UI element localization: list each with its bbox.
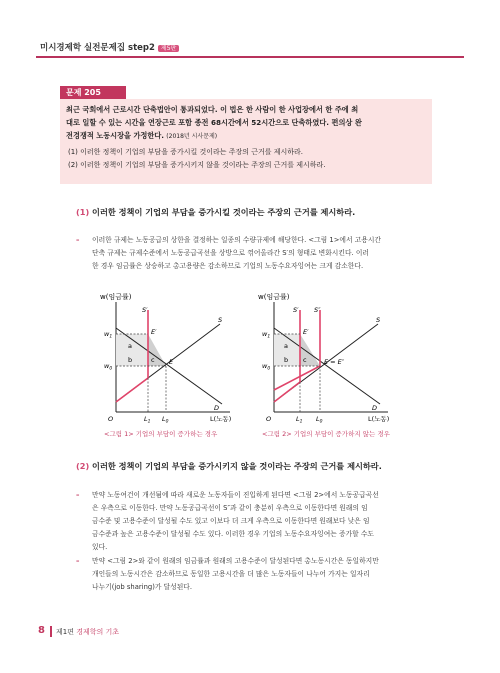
section-2-paragraph-1: – 만약 노동여건이 개선됨에 따라 새로운 노동자들이 진입하게 된다면 <그림 2>에서 노동공급곡선 은 우측으로 이동한다. 만약 노동공급곡선이 S″과 같이 충분히 우측으로 이동한다면 원래의 임 금수준 및 고용수준이 달성될 수도 있고 이보다 더 크게 우측으로 이동한다면 원래보다 낮은 임 금수준과 높은 고용수준이 달성될 수도 있다. 이러한 경우 기업의 노동수요자잉여는 증가할 수도 있다. — [76, 491, 379, 551]
bullet-dash: – — [76, 491, 80, 499]
fig1-ylabel: w(임금률) — [100, 293, 132, 301]
footer-chapter: 제1편 경제학의 기초 — [56, 628, 120, 636]
question-list — [66, 146, 426, 171]
fig1-label-e-prime: E′ — [151, 328, 157, 336]
section-1-title: (1) 이러한 정책이 기업의 부담을 증가시킬 것이라는 주장의 근거를 제시하라. — [76, 207, 356, 217]
problem-source: (2018년 시사문제) — [166, 133, 218, 140]
fig1-label-s-prime: S′ — [142, 306, 148, 314]
fig2-label-w0: $w_0$ — [262, 362, 271, 372]
running-header — [0, 38, 500, 58]
fig2-label-d: D — [372, 404, 378, 412]
fig1-label-origin: O — [108, 415, 114, 423]
section-2-title: (2) 이러한 정책이 기업의 부담을 증가시키지 않을 것이라는 주장의 근거를 제시하라. — [76, 461, 382, 471]
fig2-label-b: b — [284, 356, 289, 364]
fig2-label-e: E = E″ — [324, 358, 345, 366]
fig1-label-l0: $L_0$ — [162, 415, 169, 425]
fig1-label-l1: $L_1$ — [144, 415, 151, 425]
fig2-label-s-prime: S′ — [293, 306, 299, 314]
fig2-label-a: a — [284, 342, 288, 350]
problem-tag: 문제 205 — [60, 86, 126, 99]
fig2-ylabel: w(임금률) — [258, 293, 290, 301]
book-title: 미시경제학 실전문제집 step2 제5판 — [40, 41, 179, 53]
fig2-label-c: c — [303, 356, 307, 364]
edition-badge: 제5판 — [158, 45, 179, 52]
section-1-paragraph: – 이러한 규제는 노동공급의 상한을 결정하는 일종의 수량규제에 해당한다. <그림 1>에서 고용시간 단축 규제는 규제수준에서 노동공급곡선을 상방으로 꺾어올라간 S′의 형태로 변화시킨다. 이러 한 경우 임금률은 상승하고 총고용량은 감소하므로 기업의 노동수요자잉여는 크게 감소한다. — [76, 236, 381, 270]
figure-2-graph — [258, 290, 398, 430]
problem-body: 최근 국회에서 근로시간 단축법안이 통과되었다. 이 법은 한 사람이 한 사업장에서 한 주에 최 대로 일할 수 있는 시간을 연장근로 포함 종전 68시간에서 52시간으로 단축하였다. 편의상 완 전경쟁적 노동시장을 가정한다. (2018년 시사문제) — [66, 105, 362, 140]
fig1-label-b: b — [128, 356, 133, 364]
figure-1-graph — [100, 290, 240, 430]
fig2-label-e-prime: E′ — [303, 328, 309, 336]
section-2-paragraph-2: – 만약 <그림 2>와 같이 원래의 임금률과 원래의 고용수준이 달성된다면 총노동시간은 동일하지만 개인들의 노동시간은 감소하므로 동일한 고용시간을 더 많은 노동자들이 나누어 가지는 일자리 나누기(job sharing)가 달성된다. — [76, 557, 379, 591]
fig1-label-a: a — [128, 342, 132, 350]
fig1-xlabel: L(노동) — [210, 415, 232, 423]
fig2-xlabel: L(노동) — [368, 415, 390, 423]
fig2-label-w1: $w_1$ — [262, 330, 271, 340]
fig2-label-s: S — [376, 316, 381, 324]
fig1-label-c: c — [151, 356, 155, 364]
question-1: (1) 이러한 정책이 기업의 부담을 증가시킬 것이라는 주장의 근거를 제시하라. — [68, 148, 304, 156]
figure-2-caption: <그림 2> 기업의 부담이 증가하지 않는 경우 — [262, 430, 390, 438]
fig2-label-s-dprime: S″ — [314, 306, 321, 314]
fig1-label-w0: $w_0$ — [104, 362, 113, 372]
figure-1-caption: <그림 1> 기업의 부담이 증가하는 경우 — [104, 430, 218, 438]
footer-divider — [50, 626, 52, 637]
bullet-dash: – — [76, 236, 80, 244]
fig1-label-w1: $w_1$ — [104, 330, 113, 340]
header-rule — [36, 56, 464, 58]
problem-box — [60, 99, 432, 184]
fig1-label-s: S — [218, 316, 223, 324]
fig1-label-d: D — [214, 404, 220, 412]
fig2-label-origin: O — [266, 415, 272, 423]
bullet-dash: – — [76, 557, 80, 565]
fig1-label-e: E — [169, 358, 174, 366]
fig2-label-l1: $L_1$ — [296, 415, 303, 425]
question-2: (2) 이러한 정책이 기업의 부담을 증가시키지 않을 것이라는 주장의 근거를 제시하라. — [68, 160, 326, 169]
fig2-label-l0: $L_0$ — [316, 415, 323, 425]
page-number: 8 — [38, 625, 45, 636]
